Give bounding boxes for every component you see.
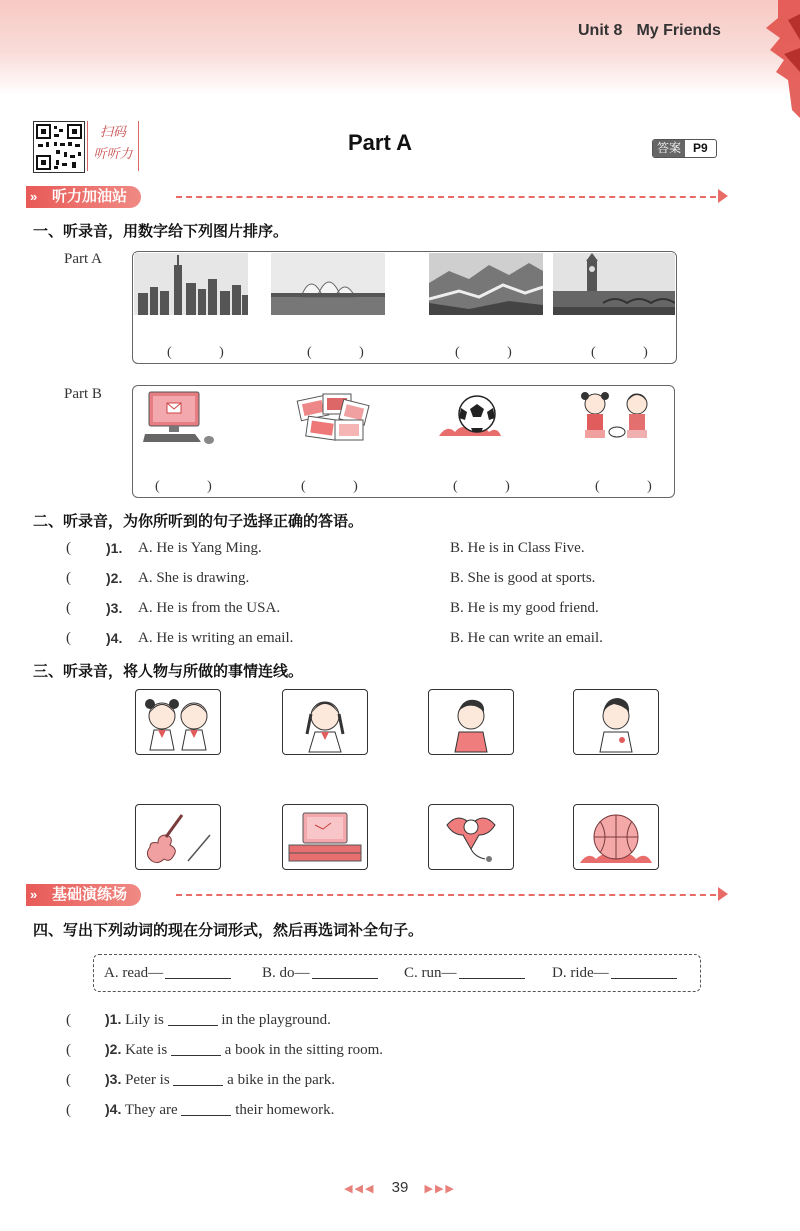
banner-title-2: 基础演练场 [52, 886, 128, 903]
q2-option-a-1: A. He is Yang Ming. [138, 540, 262, 556]
scan-line1: 扫码 [99, 124, 126, 139]
boy-icon-2 [574, 690, 658, 754]
choice-c-blank[interactable] [459, 978, 525, 979]
q2-paren-2[interactable]: ( [66, 570, 71, 586]
q2-option-a-3: A. He is from the USA. [138, 600, 281, 616]
choice-d-label: D. ride— [552, 965, 609, 981]
q4-before-1: Lily is [125, 1012, 164, 1028]
choice-b-blank[interactable] [312, 978, 378, 979]
answer-label: 答案 [653, 140, 685, 157]
part-title: Part A [348, 130, 412, 155]
pagoda-illustration [748, 0, 800, 120]
q1-part-a-label: Part A [64, 251, 102, 267]
q4-blank-2[interactable] [171, 1055, 221, 1056]
q4-paren-3[interactable]: ( [66, 1072, 71, 1088]
violin-icon [136, 805, 220, 869]
card-girl[interactable] [282, 689, 368, 755]
photo-new-york [134, 253, 248, 315]
paren-b2[interactable]: ( ) [301, 479, 380, 494]
q2-paren-3[interactable]: ( [66, 600, 71, 616]
q4-before-3: Peter is [125, 1072, 170, 1088]
q4-before-4: They are [124, 1102, 178, 1118]
right-triangles-icon: ▶▶▶ [424, 1183, 456, 1195]
q4-num-1: )1. [105, 1011, 122, 1027]
children-playing-icon [577, 388, 661, 446]
choice-d-blank[interactable] [611, 978, 677, 979]
double-arrow-icon: » [30, 189, 38, 204]
girl-icon [283, 690, 367, 754]
scan-line2: 听听力 [93, 146, 133, 161]
q4-row-1 [66, 1011, 331, 1029]
choice-c [404, 965, 525, 982]
q4-after-1: in the playground. [221, 1012, 331, 1028]
choice-a-blank[interactable] [165, 978, 231, 979]
q4-blank-1[interactable] [168, 1025, 218, 1026]
football-icon [437, 394, 503, 440]
computer-email-icon [143, 390, 219, 446]
q4-after-2: a book in the sitting room. [224, 1042, 383, 1058]
banner-arrow-icon [718, 189, 728, 203]
q2-num-2: )2. [106, 570, 123, 586]
left-triangles-icon: ◀◀◀ [344, 1183, 376, 1195]
television-icon [283, 805, 367, 869]
q1-part-b-label: Part B [64, 386, 102, 402]
double-arrow-icon-2: » [30, 887, 38, 902]
choice-b-label: B. do— [262, 965, 310, 981]
q4-num-3: )3. [105, 1071, 122, 1087]
unit-title: My Friends [636, 22, 721, 39]
q2-num-3: )3. [106, 600, 123, 616]
q4-num-2: )2. [105, 1041, 122, 1057]
card-boy-1[interactable] [428, 689, 514, 755]
q2-option-a-2: A. She is drawing. [138, 570, 250, 586]
q4-blank-3[interactable] [173, 1085, 223, 1086]
q4-after-4: their homework. [235, 1102, 335, 1118]
two-girls-icon [136, 690, 220, 754]
photo-sydney-opera-house [271, 253, 385, 315]
answer-badge[interactable] [652, 139, 717, 158]
card-basketball[interactable] [573, 804, 659, 870]
q1-heading: 一、听录音，用数字给下列图片排序。 [33, 222, 289, 240]
choice-a [104, 965, 231, 982]
paren-b4[interactable]: ( ) [595, 479, 674, 494]
card-two-girls[interactable] [135, 689, 221, 755]
section-banner-practice [26, 884, 732, 906]
q2-option-a-4: A. He is writing an email. [138, 630, 294, 646]
photo-great-wall [429, 253, 543, 315]
banner-pill-2 [26, 884, 141, 906]
boy-icon [429, 690, 513, 754]
banner-arrow-icon-2 [718, 887, 728, 901]
card-tv[interactable] [282, 804, 368, 870]
answer-page: P9 [693, 141, 708, 155]
kite-icon [429, 805, 513, 869]
header-title [578, 22, 735, 40]
q4-choice-box [93, 954, 701, 992]
q2-heading: 二、听录音，为你所听到的句子选择正确的答语。 [33, 512, 364, 530]
page-number: 39 [391, 1179, 409, 1196]
banner-pill [26, 186, 141, 208]
card-boy-2[interactable] [573, 689, 659, 755]
q2-num-4: )4. [106, 630, 123, 646]
photos-icon [293, 388, 373, 444]
paren-a2[interactable]: ( ) [307, 345, 386, 360]
q4-blank-4[interactable] [181, 1115, 231, 1116]
paren-b1[interactable]: ( ) [155, 479, 234, 494]
q4-row-2 [66, 1041, 383, 1059]
banner-dash-line-2 [176, 894, 716, 896]
q2-paren-1[interactable]: ( [66, 540, 71, 556]
q4-before-2: Kate is [125, 1042, 168, 1058]
paren-a4[interactable]: ( ) [591, 345, 670, 360]
q4-num-4: )4. [105, 1101, 122, 1117]
q4-row-3 [66, 1071, 335, 1089]
choice-c-label: C. run— [404, 965, 457, 981]
banner-title: 听力加油站 [52, 188, 128, 205]
unit-label: Unit 8 [578, 22, 623, 39]
q2-option-b-1: B. He is in Class Five. [450, 540, 585, 556]
q2-paren-4[interactable]: ( [66, 630, 71, 646]
q4-paren-2[interactable]: ( [66, 1042, 71, 1058]
header-band [0, 0, 800, 95]
card-kite[interactable] [428, 804, 514, 870]
q4-paren-4[interactable]: ( [66, 1102, 71, 1118]
q1-part-a-frame [132, 251, 677, 364]
paren-a3[interactable]: ( ) [455, 345, 534, 360]
choice-d [552, 965, 677, 982]
section-banner-listening [26, 186, 732, 208]
q4-row-4 [66, 1101, 334, 1119]
q1-part-b-frame [132, 385, 675, 498]
q2-option-b-2: B. She is good at sports. [450, 570, 596, 586]
paren-b3[interactable]: ( ) [453, 479, 532, 494]
choice-a-label: A. read— [104, 965, 164, 981]
paren-a1[interactable]: ( ) [167, 345, 246, 360]
choice-b [262, 965, 378, 982]
q4-paren-1[interactable]: ( [66, 1012, 71, 1028]
card-violin[interactable] [135, 804, 221, 870]
basketball-icon [574, 805, 658, 869]
q4-after-3: a bike in the park. [227, 1072, 336, 1088]
banner-dash-line [176, 196, 716, 198]
page-footer [0, 1179, 800, 1196]
q3-heading: 三、听录音，将人物与所做的事情连线。 [33, 662, 304, 680]
q2-option-b-4: B. He can write an email. [450, 630, 603, 646]
q4-heading: 四、写出下列动词的现在分词形式，然后再选词补全句子。 [33, 921, 424, 939]
q2-num-1: )1. [106, 540, 123, 556]
photo-big-ben [553, 253, 675, 315]
q2-option-b-3: B. He is my good friend. [450, 600, 599, 616]
